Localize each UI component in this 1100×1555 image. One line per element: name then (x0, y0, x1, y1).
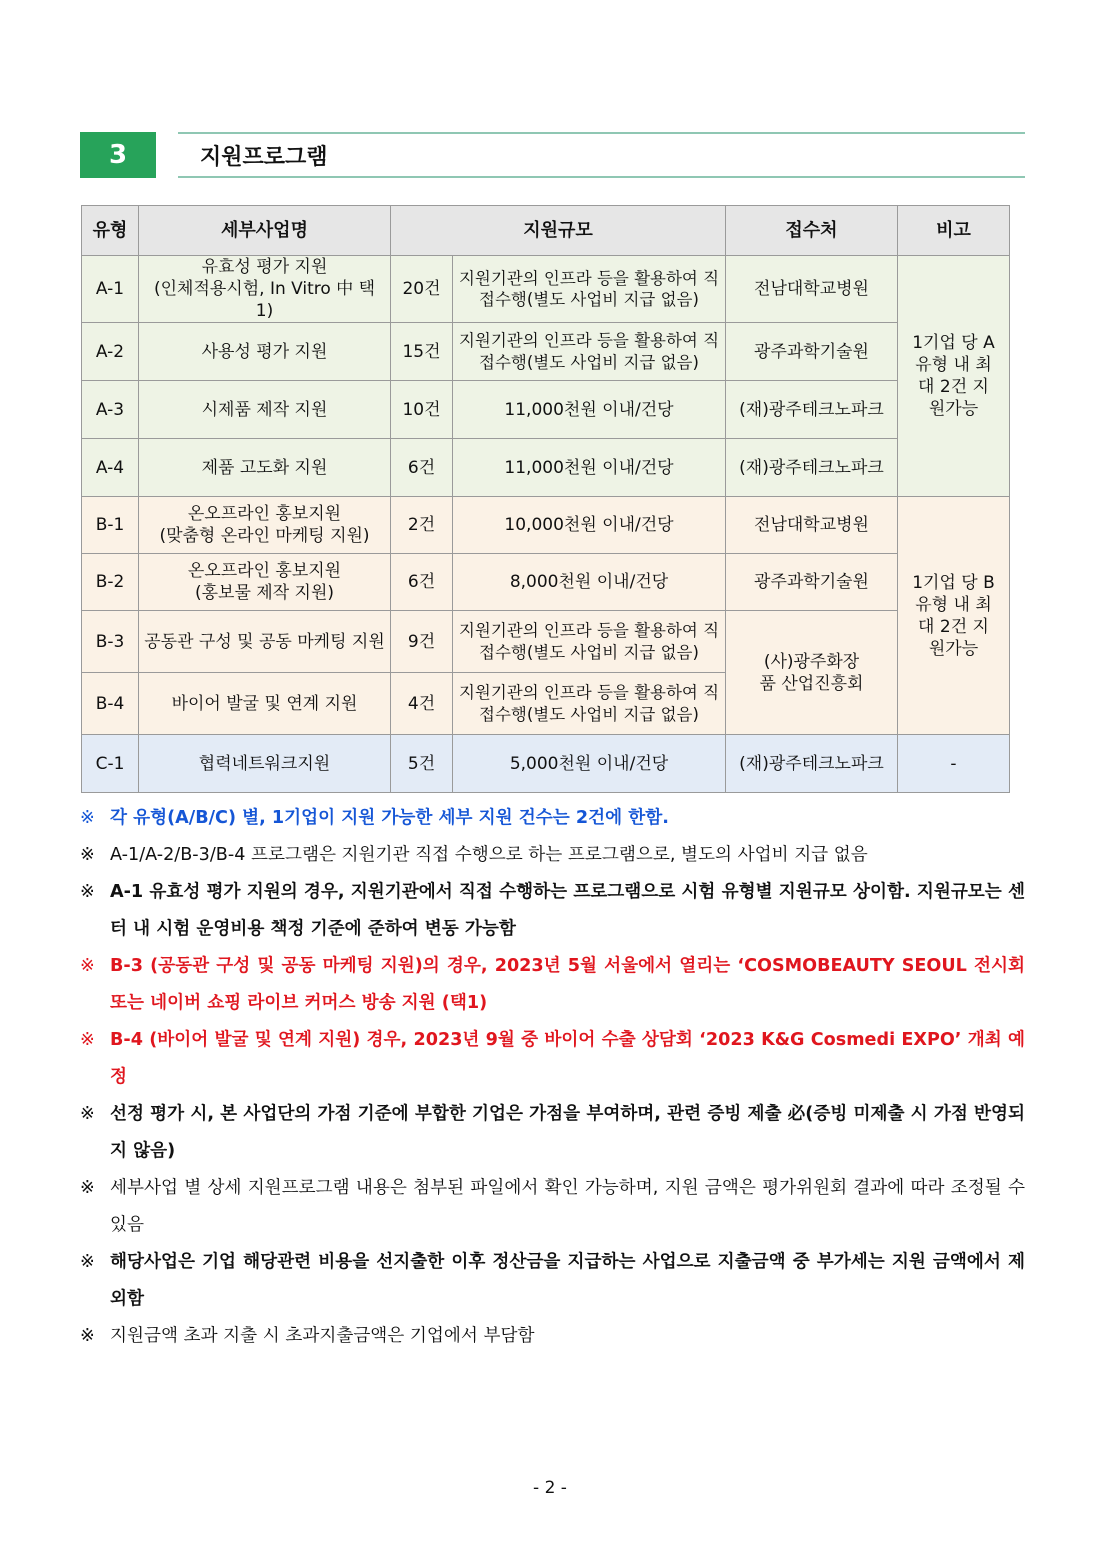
row-name-main: 유효성 평가 지원 (201, 257, 328, 277)
note-item (80, 1244, 1025, 1318)
row-name: 사용성 평가 지원 (139, 323, 391, 381)
note-text: A-1 유효성 평가 지원의 경우, 지원기관에서 직접 수행하는 프로그램으로 시험 유형별 지원규모 상이함. 지원규모는 센터 내 시험 운영비용 책정 기준에 준하여 변동 가능함 (110, 882, 1025, 939)
reference-mark: ※ (80, 808, 95, 828)
row-agency: 전남대학교병원 (726, 256, 898, 323)
table-row (82, 554, 1010, 611)
note-item (80, 1170, 1025, 1244)
row-count: 6건 (391, 554, 453, 611)
notes-list (80, 800, 1025, 1355)
reference-mark: ※ (80, 845, 95, 865)
row-detail: 5,000천원 이내/건당 (453, 735, 726, 793)
note-text: A-1/A-2/B-3/B-4 프로그램은 지원기관 직접 수행으로 하는 프로그램으로, 별도의 사업비 지급 없음 (110, 845, 868, 865)
row-type: B-2 (82, 554, 139, 611)
page-number: - 2 - (533, 1478, 567, 1498)
row-name-sub: (인체적용시험, In Vitro 中 택 1) (153, 279, 376, 322)
reference-mark: ※ (80, 1178, 95, 1198)
section-number: 3 (80, 132, 156, 178)
row-count: 6건 (391, 439, 453, 497)
row-name (139, 497, 391, 554)
note-text: 세부사업 별 상세 지원프로그램 내용은 첨부된 파일에서 확인 가능하며, 지원 금액은 평가위원회 결과에 따라 조정될 수 있음 (110, 1178, 1025, 1235)
note-item (80, 948, 1025, 1022)
row-agency: 광주과학기술원 (726, 323, 898, 381)
row-name: 공동관 구성 및 공동 마케팅 지원 (139, 611, 391, 673)
row-type: A-2 (82, 323, 139, 381)
row-detail: 11,000천원 이내/건당 (453, 381, 726, 439)
row-name-main: 온오프라인 홍보지원 (187, 504, 342, 525)
row-count: 10건 (391, 381, 453, 439)
row-name: 제품 고도화 지원 (139, 439, 391, 497)
table-row (82, 256, 1010, 323)
table-header-row (82, 206, 1010, 256)
note-text: B-3 (공동관 구성 및 공동 마케팅 지원)의 경우, 2023년 5월 서울에서 열리는 ‘COSMOBEAUTY SEOUL 전시회 또는 네이버 쇼핑 라이브 커머스 방송 지원 (택1) (110, 956, 1025, 1013)
row-detail: 지원기관의 인프라 등을 활용하여 직접수행(별도 사업비 지급 없음) (453, 673, 726, 735)
remarks-b: 1기업 당 B유형 내 최대 2건 지원가능 (898, 497, 1010, 735)
note-text: B-4 (바이어 발굴 및 연계 지원) 경우, 2023년 9월 중 바이어 수출 상담회 ‘2023 K&G Cosmedi EXPO’ 개최 예정 (110, 1030, 1025, 1087)
header-type: 유형 (82, 206, 139, 256)
table-row (82, 611, 1010, 673)
table-row (82, 323, 1010, 381)
row-type: B-1 (82, 497, 139, 554)
row-agency: (재)광주테크노파크 (726, 381, 898, 439)
row-count: 15건 (391, 323, 453, 381)
note-item (80, 874, 1025, 948)
row-type: A-4 (82, 439, 139, 497)
row-detail: 11,000천원 이내/건당 (453, 439, 726, 497)
row-count: 20건 (391, 256, 453, 323)
header-scale: 지원규모 (391, 206, 726, 256)
note-item (80, 1096, 1025, 1170)
row-detail: 8,000천원 이내/건당 (453, 554, 726, 611)
row-agency: (사)광주화장품 산업진흥회 (726, 611, 898, 735)
row-count: 9건 (391, 611, 453, 673)
row-name (139, 256, 391, 323)
row-type: C-1 (82, 735, 139, 793)
note-text: 선정 평가 시, 본 사업단의 가점 기준에 부합한 기업은 가점을 부여하며, 관련 증빙 제출 必(증빙 미제출 시 가점 반영되지 않음) (110, 1104, 1025, 1161)
program-table (81, 205, 1010, 793)
remarks-c: - (898, 735, 1010, 793)
reference-mark: ※ (80, 1252, 95, 1272)
header-agency: 접수처 (726, 206, 898, 256)
reference-mark: ※ (80, 1104, 95, 1124)
table-row (82, 497, 1010, 554)
row-name-main: 온오프라인 홍보지원 (187, 561, 342, 582)
row-name: 바이어 발굴 및 연계 지원 (139, 673, 391, 735)
note-item (80, 837, 1025, 874)
table-row (82, 439, 1010, 497)
row-count: 5건 (391, 735, 453, 793)
reference-mark: ※ (80, 1030, 95, 1050)
row-detail: 지원기관의 인프라 등을 활용하여 직접수행(별도 사업비 지급 없음) (453, 256, 726, 323)
section-title: 지원프로그램 (200, 144, 328, 170)
table-row (82, 735, 1010, 793)
row-type: A-1 (82, 256, 139, 323)
row-count: 2건 (391, 497, 453, 554)
table-row (82, 381, 1010, 439)
note-text: 해당사업은 기업 해당관련 비용을 선지출한 이후 정산금을 지급하는 사업으로 지출금액 중 부가세는 지원 금액에서 제외함 (110, 1252, 1025, 1309)
row-name-sub: (맞춤형 온라인 마케팅 지원) (159, 526, 370, 547)
row-agency: (재)광주테크노파크 (726, 735, 898, 793)
section-title-bar (178, 132, 1025, 178)
row-agency: 광주과학기술원 (726, 554, 898, 611)
reference-mark: ※ (80, 956, 95, 976)
row-detail: 10,000천원 이내/건당 (453, 497, 726, 554)
note-item (80, 1022, 1025, 1096)
note-text: 각 유형(A/B/C) 별, 1기업이 지원 가능한 세부 지원 건수는 2건에 한함. (110, 808, 669, 828)
row-type: B-4 (82, 673, 139, 735)
row-count: 4건 (391, 673, 453, 735)
row-name-sub: (홍보물 제작 지원) (194, 583, 335, 604)
row-type: B-3 (82, 611, 139, 673)
note-item (80, 800, 1025, 837)
row-agency: (재)광주테크노파크 (726, 439, 898, 497)
reference-mark: ※ (80, 882, 95, 902)
row-detail: 지원기관의 인프라 등을 활용하여 직접수행(별도 사업비 지급 없음) (453, 323, 726, 381)
row-detail: 지원기관의 인프라 등을 활용하여 직접수행(별도 사업비 지급 없음) (453, 611, 726, 673)
remarks-a: 1기업 당 A유형 내 최대 2건 지원가능 (898, 256, 1010, 497)
row-agency: 전남대학교병원 (726, 497, 898, 554)
note-text: 지원금액 초과 지출 시 초과지출금액은 기업에서 부담함 (110, 1326, 535, 1346)
row-type: A-3 (82, 381, 139, 439)
reference-mark: ※ (80, 1326, 95, 1346)
header-remarks: 비고 (898, 206, 1010, 256)
note-item (80, 1318, 1025, 1355)
row-name (139, 554, 391, 611)
row-name: 시제품 제작 지원 (139, 381, 391, 439)
row-name: 협력네트워크지원 (139, 735, 391, 793)
section-header (80, 132, 1025, 180)
header-name: 세부사업명 (139, 206, 391, 256)
